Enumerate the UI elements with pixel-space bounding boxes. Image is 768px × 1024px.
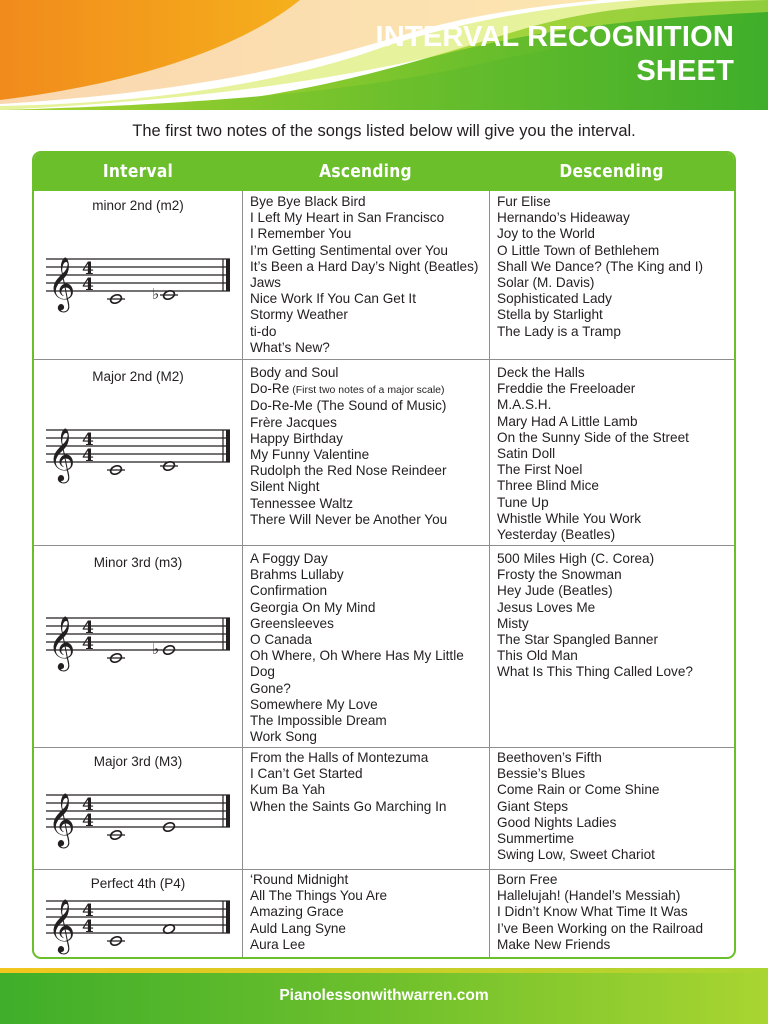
song-title-text: Happy Birthday	[250, 430, 343, 446]
final-barline	[226, 901, 230, 933]
final-barline	[226, 618, 230, 650]
time-signature-bottom: 4	[82, 275, 94, 295]
song-title-text: Joy to the World	[497, 226, 595, 242]
song-title-text: Georgia On My Mind	[250, 599, 376, 615]
staff-notation	[44, 610, 234, 672]
song-title	[497, 782, 733, 798]
song-title-text: Nice Work If You Can Get It	[250, 291, 416, 307]
song-title	[497, 397, 733, 413]
time-signature-top: 4	[82, 259, 94, 279]
descending-list	[497, 551, 733, 681]
song-title	[497, 414, 733, 430]
song-title-text: From the Halls of Montezuma	[250, 750, 429, 765]
song-title	[497, 847, 733, 863]
song-title-text: Summertime	[497, 831, 575, 847]
song-title-text: Bye Bye Black Bird	[250, 194, 366, 209]
song-title	[250, 888, 486, 904]
song-title	[497, 815, 733, 831]
song-title	[250, 713, 486, 729]
time-signature-bottom: 4	[82, 811, 94, 831]
song-title-text: Do-Re-Me (The Sound of Music)	[250, 398, 447, 414]
interval-name: Major 3rd (M3)	[93, 754, 183, 769]
song-title	[497, 583, 733, 599]
column-header-interval: Interval	[102, 161, 174, 182]
ascending-list	[250, 194, 486, 356]
song-title-text: Hernando’s Hideaway	[497, 210, 630, 226]
song-title	[250, 210, 486, 226]
song-title-text: Frosty the Snowman	[497, 567, 622, 583]
song-title	[250, 729, 486, 745]
final-barline	[226, 795, 230, 827]
descending-list	[497, 365, 733, 543]
song-title	[497, 600, 733, 616]
song-title-text: The First Noel	[497, 462, 583, 478]
song-title-text: Jaws	[250, 275, 281, 291]
song-title	[250, 664, 486, 680]
song-title	[497, 937, 733, 953]
time-signature-bottom: 4	[82, 634, 94, 654]
song-title-text: On the Sunny Side of the Street	[497, 429, 689, 445]
song-title-text: Aura Lee	[250, 936, 306, 952]
song-title-text: The Impossible Dream	[250, 713, 387, 729]
song-title	[497, 226, 733, 242]
table-header	[34, 153, 734, 191]
song-title-text: Freddie the Freeloader	[497, 381, 636, 397]
song-title	[250, 226, 486, 242]
song-title-text: Rudolph the Red Nose Reindeer	[250, 463, 447, 479]
song-title	[497, 430, 733, 446]
song-title	[497, 210, 733, 226]
song-title-text: Auld Lang Syne	[250, 920, 346, 936]
song-title-text: Solar (M. Davis)	[497, 275, 595, 291]
song-title-text: Confirmation	[250, 583, 328, 599]
song-title-text: Beethoven’s Fifth	[497, 750, 602, 765]
song-title-text: M.A.S.H.	[497, 397, 552, 413]
song-note: (First two notes of a major scale)	[289, 384, 445, 397]
interval-table	[32, 151, 736, 959]
song-title	[497, 275, 733, 291]
song-title	[250, 479, 486, 495]
song-title-text: Born Free	[497, 872, 558, 887]
song-title-text: Tune Up	[497, 494, 549, 510]
song-title-text: Shall We Dance? (The King and I)	[497, 258, 704, 274]
song-title	[250, 583, 486, 599]
flat-icon: ♭	[152, 640, 160, 658]
song-title-text: Dog	[250, 664, 275, 680]
staff-notation	[44, 787, 234, 849]
row-divider	[34, 359, 734, 360]
column-divider	[489, 191, 490, 957]
song-title-text: Satin Doll	[497, 446, 556, 462]
time-signature-top: 4	[82, 795, 94, 815]
song-title-text: Do-Re	[250, 381, 290, 397]
song-title-text: Good Nights Ladies	[497, 814, 617, 830]
song-title-text: I Remember You	[250, 226, 352, 242]
song-title	[250, 937, 486, 953]
song-title	[497, 194, 733, 210]
song-title-text: When the Saints Go Marching In	[250, 798, 447, 814]
song-title	[250, 551, 486, 567]
song-title-text: It’s Been a Hard Day’s Night (Beatles)	[250, 258, 479, 274]
intro-text: The first two notes of the songs listed below will give you the interval.	[132, 122, 636, 140]
song-title	[250, 463, 486, 479]
song-title-text: Hallelujah! (Handel’s Messiah)	[497, 888, 681, 904]
song-title	[497, 921, 733, 937]
song-title-text: Frère Jacques	[250, 414, 337, 430]
song-title	[497, 307, 733, 323]
treble-clef-icon: 𝄞	[48, 615, 76, 669]
song-title	[250, 447, 486, 463]
song-title	[250, 324, 486, 340]
page-title	[376, 20, 734, 88]
song-title-text: O Little Town of Bethlehem	[497, 242, 660, 258]
song-title	[497, 478, 733, 494]
footer-website: Pianolessonwithwarren.com	[279, 987, 489, 1004]
song-title-text: Brahms Lullaby	[250, 567, 344, 583]
song-title	[250, 275, 486, 291]
song-title-text: Yesterday (Beatles)	[497, 527, 616, 543]
song-title-text: Gone?	[250, 680, 291, 696]
song-title-text: Body and Soul	[250, 365, 339, 380]
song-title-text: A Foggy Day	[250, 551, 328, 566]
song-title-text: Whistle While You Work	[497, 510, 642, 526]
song-title	[497, 616, 733, 632]
song-title-text: Come Rain or Come Shine	[497, 782, 660, 798]
song-title	[250, 750, 486, 766]
staff-notation	[44, 422, 234, 484]
song-title	[250, 799, 486, 815]
song-title-text: 500 Miles High (C. Corea)	[497, 551, 655, 566]
song-title-text: What’s New?	[250, 339, 330, 355]
treble-clef-icon: 𝄞	[48, 792, 76, 846]
song-title-text: I’ve Been Working on the Railroad	[497, 920, 704, 936]
song-title	[497, 750, 733, 766]
song-title	[250, 616, 486, 632]
song-title-text: Amazing Grace	[250, 904, 344, 920]
song-title-text: O Canada	[250, 632, 312, 648]
page-title-line1: INTERVAL RECOGNITION	[375, 21, 734, 53]
song-title	[250, 194, 486, 210]
ascending-list	[250, 872, 486, 953]
song-title-text: I Can’t Get Started	[250, 766, 363, 782]
song-title-text: I Didn’t Know What Time It Was	[497, 904, 688, 920]
song-title-text: There Will Never be Another You	[250, 511, 448, 527]
song-title	[497, 904, 733, 920]
song-title-text: My Funny Valentine	[250, 447, 370, 463]
song-title-text: Mary Had A Little Lamb	[497, 413, 638, 429]
song-title	[250, 340, 486, 356]
row-divider	[34, 747, 734, 748]
song-title	[250, 365, 486, 381]
song-title	[497, 511, 733, 527]
song-title	[497, 567, 733, 583]
song-title-text: All The Things You Are	[250, 888, 388, 904]
song-title	[497, 446, 733, 462]
song-title-text: Tennessee Waltz	[250, 495, 354, 511]
time-signature-top: 4	[82, 618, 94, 638]
column-header-ascending: Ascending	[319, 161, 412, 182]
song-title	[497, 291, 733, 307]
song-title	[497, 527, 733, 543]
ascending-list	[250, 750, 486, 815]
song-title-text: The Lady is a Tramp	[497, 323, 621, 339]
song-title	[250, 648, 486, 664]
song-title	[250, 697, 486, 713]
ascending-list	[250, 551, 486, 745]
staff-notation	[44, 893, 234, 955]
song-title	[250, 398, 486, 414]
song-title	[497, 664, 733, 680]
song-title-text: What Is This Thing Called Love?	[497, 664, 693, 680]
song-title	[250, 243, 486, 259]
song-title-text: Oh Where, Oh Where Has My Little	[250, 648, 464, 664]
song-title	[497, 551, 733, 567]
song-title-text: This Old Man	[497, 648, 578, 664]
song-title-text: The Star Spangled Banner	[497, 632, 658, 648]
song-title	[497, 766, 733, 782]
song-title	[497, 365, 733, 381]
song-title	[497, 632, 733, 648]
song-title-text: Jesus Loves Me	[497, 599, 596, 615]
song-title-text: Giant Steps	[497, 798, 569, 814]
song-title	[497, 888, 733, 904]
song-title-text: Hey Jude (Beatles)	[497, 583, 613, 599]
song-title-text: Stormy Weather	[250, 307, 348, 323]
song-title	[497, 872, 733, 888]
interval-name: Perfect 4th (P4)	[90, 876, 186, 891]
song-title	[497, 648, 733, 664]
time-signature-bottom: 4	[82, 446, 94, 466]
song-title	[497, 831, 733, 847]
song-title	[250, 496, 486, 512]
treble-clef-icon: 𝄞	[48, 898, 76, 952]
song-title	[497, 381, 733, 397]
staff-notation	[44, 251, 234, 313]
final-barline	[226, 259, 230, 291]
song-title-text: Three Blind Mice	[497, 478, 599, 494]
song-title	[250, 632, 486, 648]
ascending-list	[250, 365, 486, 528]
song-title-text: Stella by Starlight	[497, 307, 603, 323]
song-title	[250, 431, 486, 447]
song-title	[497, 462, 733, 478]
song-title-text: Deck the Halls	[497, 365, 585, 380]
song-title	[250, 782, 486, 798]
song-title	[250, 307, 486, 323]
interval-name: Major 2nd (M2)	[92, 369, 184, 384]
song-title	[497, 495, 733, 511]
song-title-text: Fur Elise	[497, 194, 551, 209]
song-title	[250, 766, 486, 782]
column-divider	[242, 191, 243, 957]
row-divider	[34, 869, 734, 870]
song-title	[250, 291, 486, 307]
page-title-line2: SHEET	[636, 55, 734, 87]
song-title-text: I Left My Heart in San Francisco	[250, 210, 445, 226]
song-title-text: ‘Round Midnight	[250, 872, 349, 887]
song-title-text: Greensleeves	[250, 615, 334, 631]
song-title	[497, 799, 733, 815]
song-title	[250, 921, 486, 937]
descending-list	[497, 872, 733, 953]
song-title-text: I’m Getting Sentimental over You	[250, 242, 448, 258]
song-title	[497, 259, 733, 275]
treble-clef-icon: 𝄞	[48, 256, 76, 310]
song-title	[250, 512, 486, 528]
treble-clef-icon: 𝄞	[48, 427, 76, 481]
time-signature-bottom: 4	[82, 917, 94, 937]
song-title	[250, 872, 486, 888]
song-title	[497, 243, 733, 259]
song-title	[250, 567, 486, 583]
interval-name: Minor 3rd (m3)	[93, 555, 183, 570]
descending-list	[497, 194, 733, 340]
song-title	[250, 600, 486, 616]
column-header-descending: Descending	[559, 161, 664, 182]
song-title-text: Misty	[497, 615, 529, 631]
row-divider	[34, 545, 734, 546]
song-title-text: Kum Ba Yah	[250, 782, 326, 798]
song-title	[250, 381, 486, 398]
interval-name: minor 2nd (m2)	[92, 198, 184, 213]
song-title	[497, 324, 733, 340]
song-title	[250, 415, 486, 431]
song-title-text: Sophisticated Lady	[497, 291, 612, 307]
time-signature-top: 4	[82, 430, 94, 450]
time-signature-top: 4	[82, 901, 94, 921]
song-title	[250, 681, 486, 697]
song-title-text: Work Song	[250, 729, 317, 745]
song-title-text: Silent Night	[250, 479, 320, 495]
descending-list	[497, 750, 733, 863]
song-title-text: Swing Low, Sweet Chariot	[497, 847, 655, 863]
song-title-text: Somewhere My Love	[250, 696, 378, 712]
song-title-text: Make New Friends	[497, 936, 611, 952]
song-title-text: Bessie’s Blues	[497, 766, 586, 782]
song-title	[250, 904, 486, 920]
song-title	[250, 259, 486, 275]
song-title-text: ti-do	[250, 323, 277, 339]
final-barline	[226, 430, 230, 462]
flat-icon: ♭	[152, 285, 160, 303]
